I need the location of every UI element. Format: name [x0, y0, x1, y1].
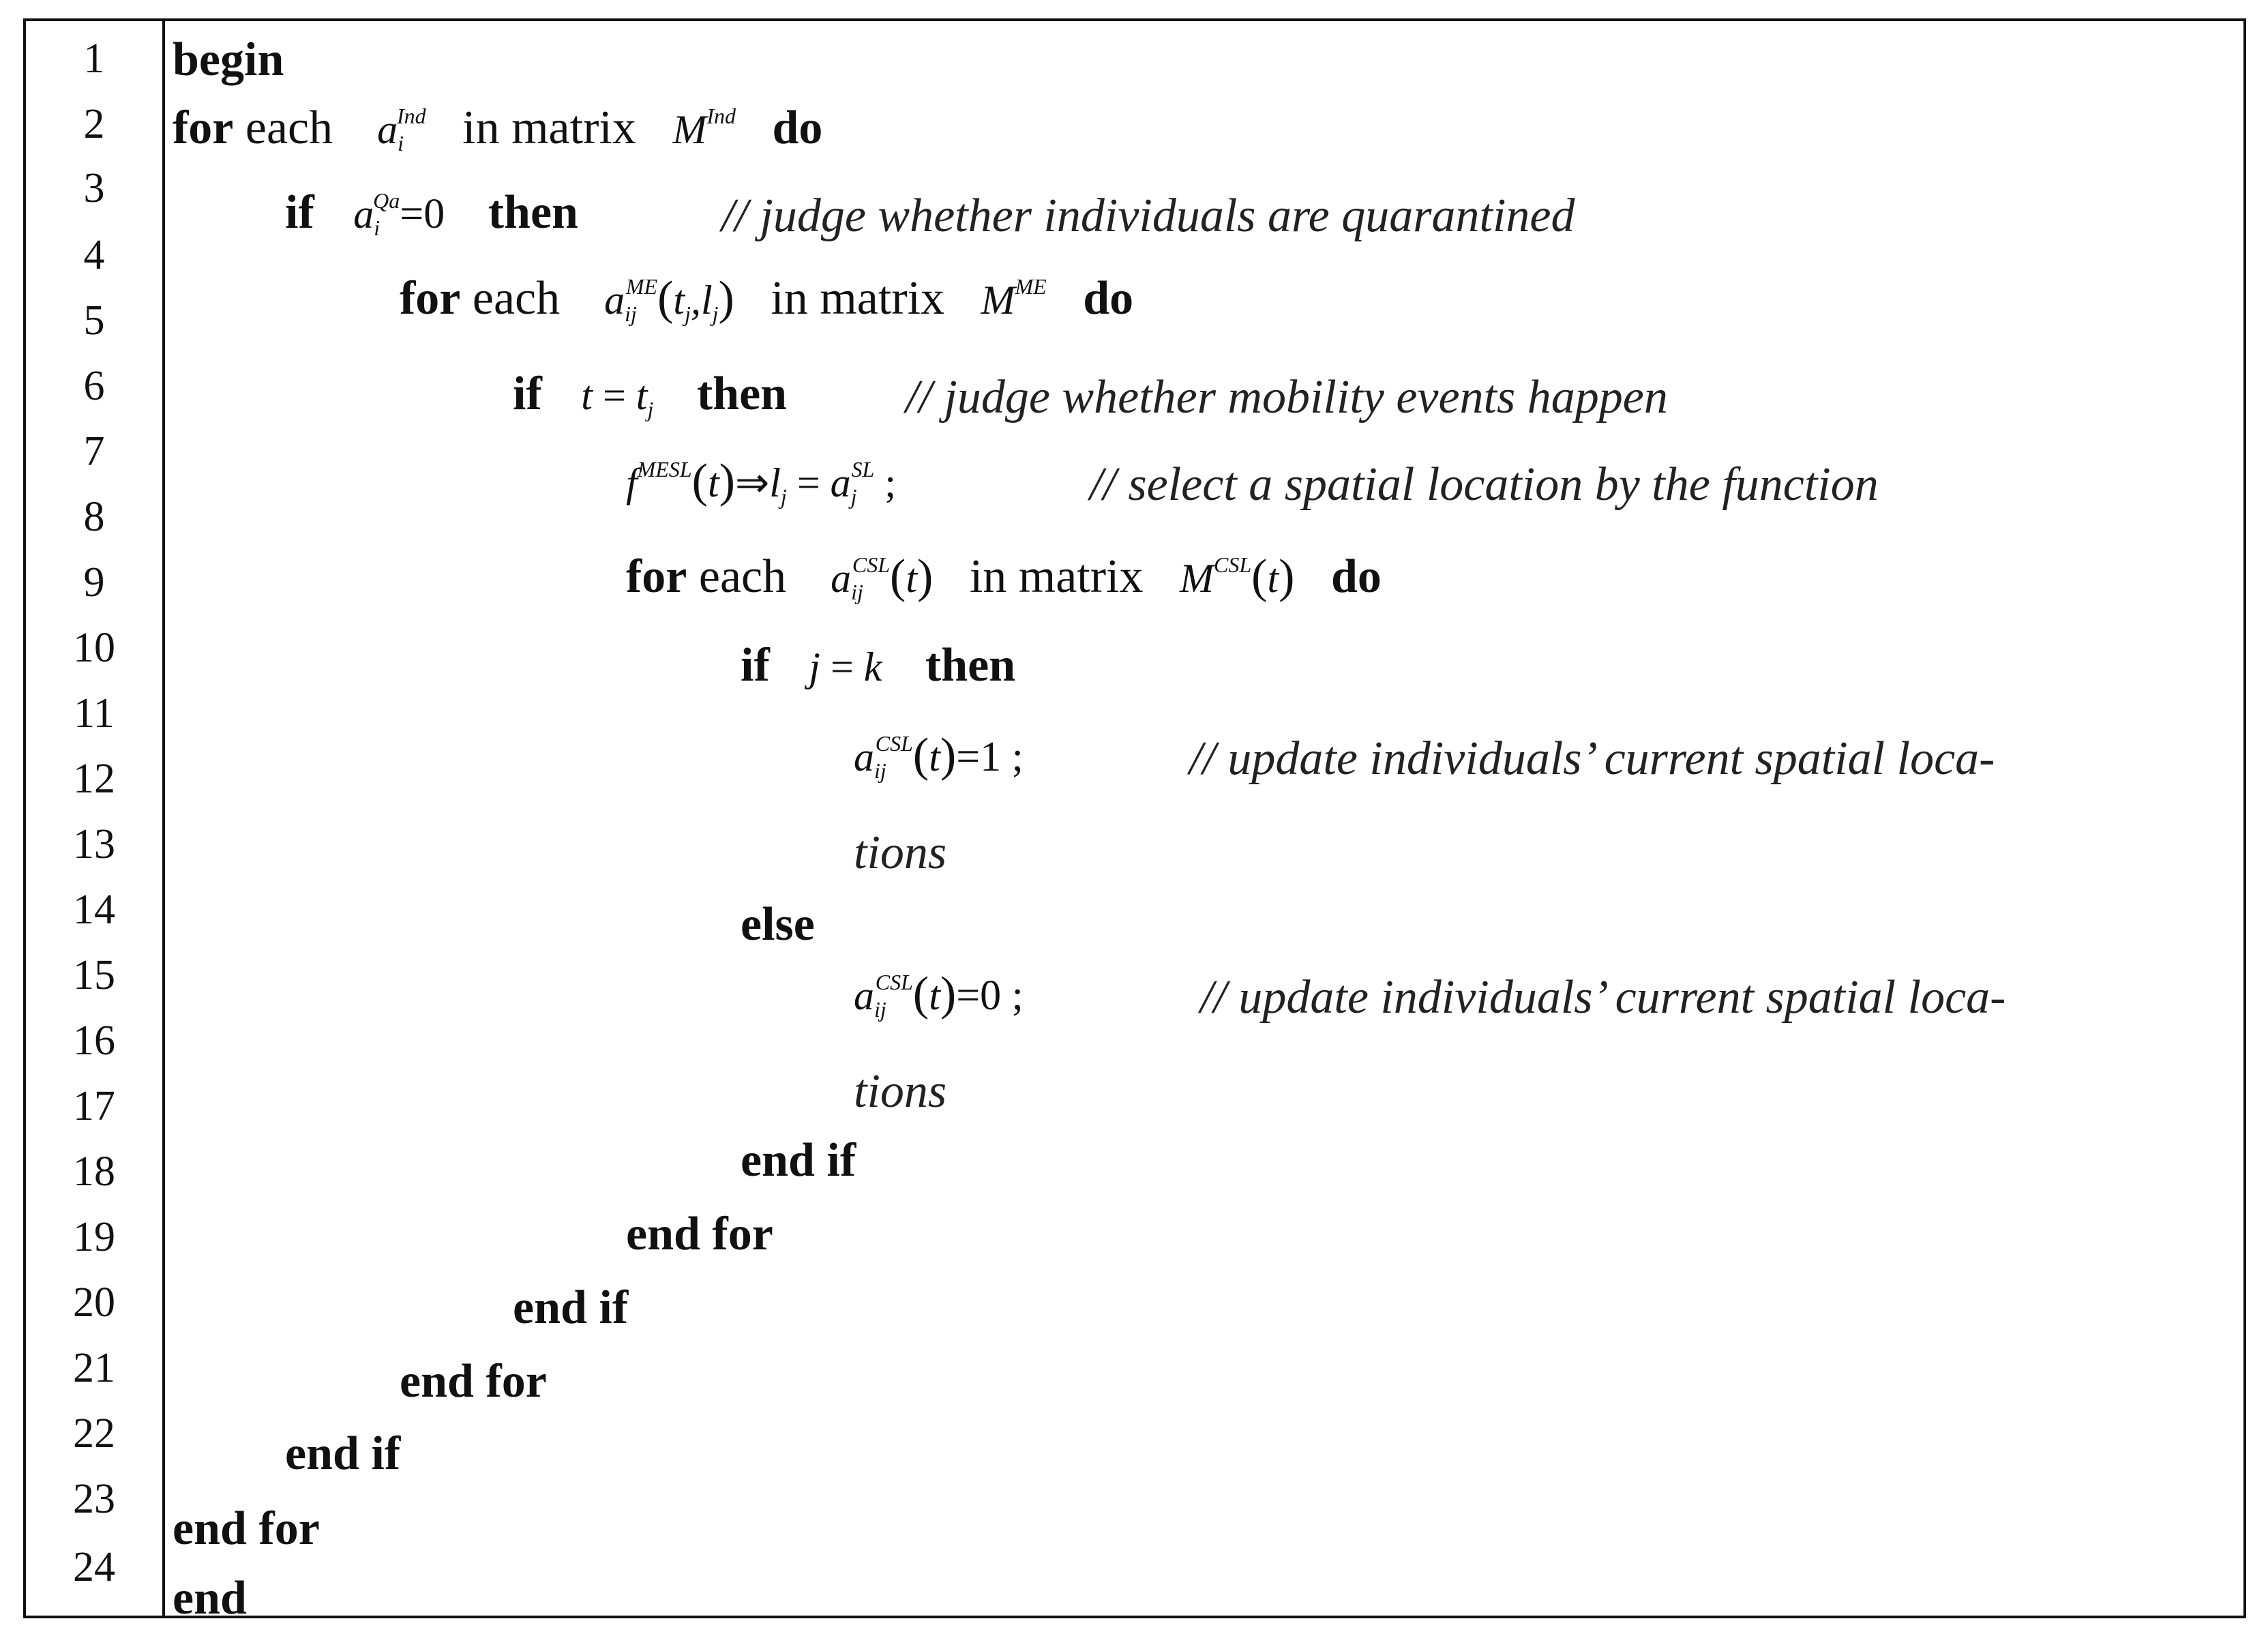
- line-number: 8: [83, 494, 105, 540]
- math-t-equals-tj: $t = t_j$: [581, 373, 654, 422]
- math-a-i-qa: $a_i^{Qa}$: [353, 188, 400, 241]
- comment-quarantined: // judge whether individuals are quarantined: [721, 190, 1575, 242]
- line-number: 18: [73, 1148, 115, 1195]
- line-number: 16: [73, 1017, 115, 1064]
- comment-update-location-1-cont: tions: [854, 827, 947, 879]
- code-line-begin: [173, 33, 284, 86]
- comment-mobility: // judge whether mobility events happen: [906, 371, 1668, 424]
- keyword-if: if: [285, 186, 314, 239]
- line-number: 19: [73, 1214, 115, 1260]
- keyword-if: if: [741, 639, 770, 692]
- line-number: 5: [83, 297, 105, 344]
- line-number: 20: [73, 1279, 115, 1326]
- keyword-then: then: [488, 186, 578, 239]
- keyword-for: for: [400, 272, 461, 325]
- math-a-i-ind: $a_i^{Ind}$: [377, 104, 426, 156]
- keyword-end-for: end for: [400, 1355, 547, 1408]
- text-in-matrix: in matrix: [771, 272, 945, 325]
- line-number: 15: [73, 952, 115, 998]
- code-line-if-quarantined: [285, 186, 578, 241]
- code-line-end-if-1: [285, 1427, 401, 1480]
- line-number: 4: [83, 232, 105, 278]
- keyword-end-if: end if: [741, 1134, 856, 1187]
- math-a-ij-me: $a_{ij}^{ME}(t_j,l_j)$: [604, 272, 734, 327]
- line-number: 3: [83, 165, 105, 211]
- math-a-ij-csl-zero: $a_{ij}^{CSL}(t)$: [854, 968, 957, 1022]
- text-in-matrix: in matrix: [462, 102, 636, 154]
- code-line-set-zero: [854, 970, 1024, 1020]
- line-number: 11: [74, 690, 115, 737]
- keyword-end-if: end if: [285, 1427, 401, 1480]
- code-line-end-for-3: [626, 1210, 773, 1258]
- math-m-csl: $M^{CSL}(t)$: [1180, 550, 1295, 603]
- code-line-else: [741, 898, 815, 951]
- comment-select-location: // select a spatial location by the function: [1090, 458, 1879, 511]
- code-line-select-location: [626, 455, 897, 509]
- line-number: 14: [73, 887, 115, 933]
- code-line-if-j-equals-k: [741, 639, 1016, 692]
- keyword-for: for: [173, 102, 234, 154]
- keyword-for: for: [626, 550, 687, 603]
- text-equals-one: =1 ;: [956, 734, 1024, 780]
- code-line-end-for-2: [400, 1355, 547, 1408]
- code-line-for-mobility: [400, 272, 1134, 327]
- math-f-mesl: $f^{MESL}(t)\Rightarrow l_j = a_j^{SL}$ ;: [626, 455, 897, 509]
- math-a-ij-csl-one: $a_{ij}^{CSL}(t)$: [854, 729, 957, 784]
- keyword-end-if: end if: [513, 1281, 629, 1334]
- code-line-end: [173, 1572, 247, 1624]
- text-each: each: [687, 550, 799, 603]
- keyword-then: then: [696, 368, 788, 420]
- line-number: 10: [73, 625, 115, 671]
- comment-update-location-0-cont: tions: [854, 1065, 947, 1118]
- keyword-if: if: [513, 368, 542, 420]
- line-number: 7: [83, 428, 105, 475]
- code-line-end-if-2: [513, 1281, 629, 1334]
- line-number: 17: [73, 1083, 115, 1129]
- keyword-do: do: [772, 102, 823, 154]
- line-number: 21: [73, 1345, 115, 1391]
- keyword-end-for: end for: [626, 1208, 773, 1260]
- code-line-for-individuals: [173, 104, 822, 154]
- math-a-ij-csl: $a_{ij}^{CSL}(t)$: [831, 550, 934, 605]
- text-in-matrix: in matrix: [969, 550, 1144, 603]
- code-line-set-one: [854, 729, 1024, 784]
- math-m-me: $M^{ME}$: [981, 274, 1047, 323]
- keyword-begin: begin: [173, 33, 284, 86]
- code-line-end-if-3: [741, 1134, 856, 1187]
- line-number: 9: [83, 559, 105, 606]
- comment-update-location-1: // update individuals’ current spatial loca-: [1189, 732, 1995, 785]
- keyword-end-for: end for: [173, 1502, 320, 1555]
- line-number: 13: [73, 821, 115, 867]
- code-line-if-mobility: [513, 370, 787, 420]
- line-number: 22: [73, 1410, 115, 1457]
- comment-update-location-0: // update individuals’ current spatial loca-: [1200, 971, 2006, 1024]
- line-number: 6: [83, 363, 105, 409]
- code-line-end-for-1: [173, 1502, 320, 1555]
- line-number: 12: [73, 756, 115, 802]
- keyword-do: do: [1083, 272, 1134, 325]
- keyword-else: else: [741, 898, 815, 951]
- line-number: 23: [73, 1476, 115, 1522]
- text-equals-zero: =0: [400, 191, 445, 237]
- code-line-for-csl: [626, 550, 1382, 605]
- line-number-divider: [162, 21, 165, 1616]
- line-number: 1: [83, 35, 105, 82]
- keyword-end: end: [173, 1572, 247, 1624]
- text-each: each: [460, 272, 572, 325]
- keyword-do: do: [1330, 550, 1382, 603]
- text-equals-zero: =0 ;: [956, 972, 1024, 1019]
- line-number: 2: [83, 101, 105, 147]
- algorithm-frame: [23, 18, 2246, 1624]
- keyword-then: then: [925, 639, 1016, 692]
- math-j-equals-k: j = k: [809, 644, 882, 689]
- math-m-ind: $M^{Ind}$: [672, 104, 736, 152]
- text-each: each: [233, 102, 345, 154]
- line-number: 24: [73, 1544, 115, 1590]
